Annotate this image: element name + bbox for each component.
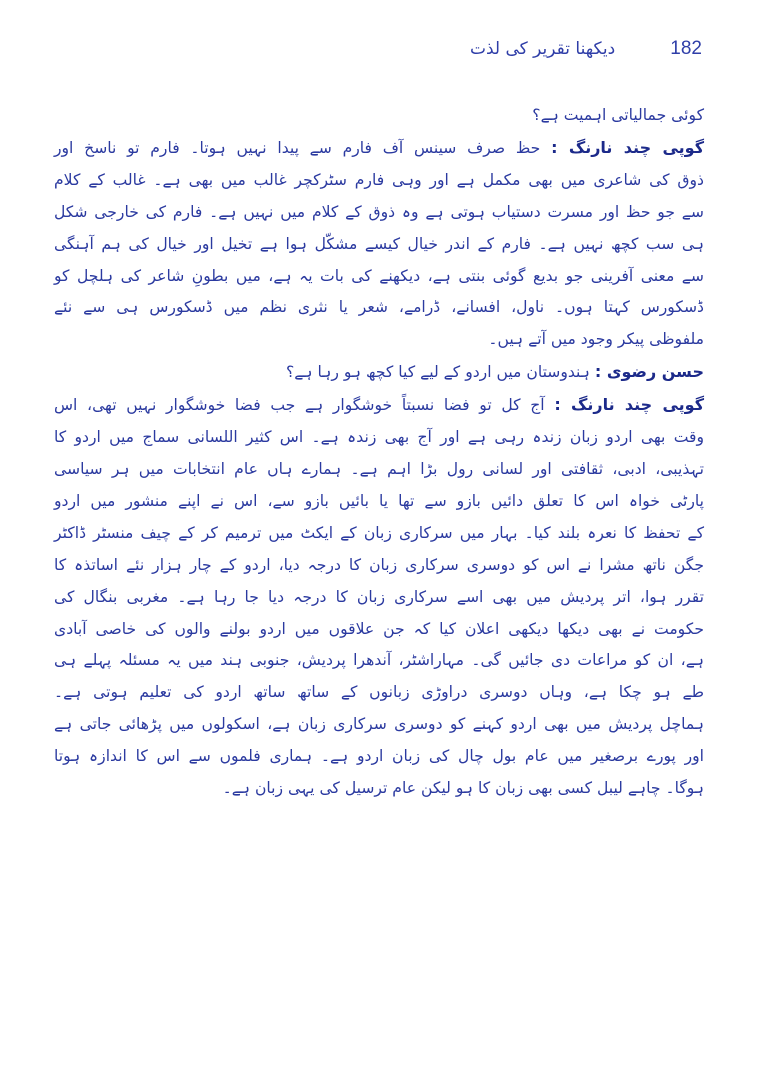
paragraph-line: ہوگا۔ چاہے لیبل کسی بھی زبان کا ہو لیکن عام ترسیل کی یہی زبان ہے۔ [222, 779, 704, 798]
paragraph-line: ہماچل پردیش میں بھی اردو کہنے کو دوسری سرکاری زبان ہے، اسکولوں میں پڑھائی جاتی ہے [54, 715, 704, 734]
speaker-name: گوپی چند نارنگ : [554, 395, 704, 415]
page-body [54, 100, 704, 805]
paragraph-text: آج کل تو فضا نسبتاً خوشگوار ہے جب فضا خوشگوار نہیں تھی، اس [54, 396, 545, 415]
paragraph-line: ہی سب کچھ نہیں ہے۔ فارم کے اندر خیال کیسے مشکّل ہوا ہے تخیل اور خیال کی ہم آہنگی [54, 234, 704, 253]
question-line [54, 356, 704, 389]
paragraph-line: تقرر ہوا، اتر پردیش میں بھی اسے سرکاری زبان کا درجہ دیا جا رہا ہے۔ مغربی بنگال کی [54, 587, 704, 606]
paragraph-line: تہذیبی، ادبی، ثقافتی اور لسانی رول بڑا اہم ہے۔ ہمارے ہاں عام انتخابات میں ہر سیاسی [54, 459, 704, 478]
paragraph-line: پارٹی خواہ اس کا تعلق دائیں بازو سے تھا یا بائیں بازو سے، اس نے اپنے منشور میں اردو [54, 491, 704, 510]
paragraph-line [54, 389, 704, 422]
page-header [470, 38, 702, 60]
paragraph-line: سے جو حظ اور مسرت دستیاب ہوتی ہے وہ ذوق کے کلام میں نہیں ہے۔ فارم کی خارجی شکل [54, 202, 704, 221]
paragraph-line: ڈسکورس کہتا ہوں۔ ناول، افسانے، ڈرامے، شعر یا نثری نظم میں ڈسکورس ہی سے نئے [54, 298, 704, 317]
paragraph-line: سے معنی آفرینی جو بدیع گوئی بنتی ہے، دیکھنے کی بات یہ ہے، میں بطونِ شاعر کی ہلچل کو [54, 266, 704, 285]
paragraph-line: ملفوظی پیکر وجود میں آتے ہیں۔ [488, 330, 704, 349]
paragraph-line: وقت بھی اردو زبان زندہ رہی ہے اور آج بھی زندہ ہے۔ اس کثیر اللسانی سماج میں اردو کا [54, 428, 704, 447]
question-text: ہندوستان میں اردو کے لیے کیا کچھ ہو رہا ہے؟ [285, 363, 590, 382]
paragraph-line: اور پورے برصغیر میں عام بول چال کی زبان اردو ہے۔ ہماری فلموں سے اس کا اندازہ ہوتا [54, 747, 704, 766]
speaker-name: گوپی چند نارنگ : [551, 137, 704, 157]
speaker-name: حسن رضوی : [594, 362, 704, 382]
paragraph-line [54, 132, 704, 165]
question-line: کوئی جمالیاتی اہمیت ہے؟ [532, 106, 704, 124]
page-number: 182 [670, 38, 702, 59]
paragraph-line: جگن ناتھ مشرا نے اس کو دوسری سرکاری زبان کا درجہ دیا، اردو کے چار ہزار نئے اساتذہ کا [54, 555, 704, 574]
paragraph-line: ہے، ان کو مراعات دی جائیں گی۔ مہاراشٹر، آندھرا پردیش، جنوبی ہند میں یہ مسئلہ پہلے ہی [54, 651, 704, 670]
paragraph-line: ذوق کی شاعری میں بھی مکمل ہے اور وہی فارم سٹرکچر غالب میں بھی ہے۔ غالب کے کلام [54, 170, 704, 189]
paragraph-line: طے ہو چکا ہے، وہاں دوسری دراوڑی زبانوں کے ساتھ ساتھ اردو کی تعلیم ہوتی ہے۔ [54, 683, 704, 702]
paragraph-line: حکومت نے بھی دیکھا دیکھی اعلان کیا کہ جن علاقوں میں اردو بولنے والوں کی خاصی آبادی [54, 619, 704, 638]
paragraph-text: حظ صرف سینس آف فارم سے پیدا نہیں ہوتا۔ فارم تو ناسخ اور [54, 138, 541, 157]
paragraph-line: کے تحفظ کا نعرہ بلند کیا۔ بہار میں سرکاری زبان کے ایکٹ میں ترمیم کر کے چیف منسٹر ڈاکٹر [54, 523, 704, 542]
running-title: دیکھنا تقریر کی لذت [470, 39, 616, 59]
